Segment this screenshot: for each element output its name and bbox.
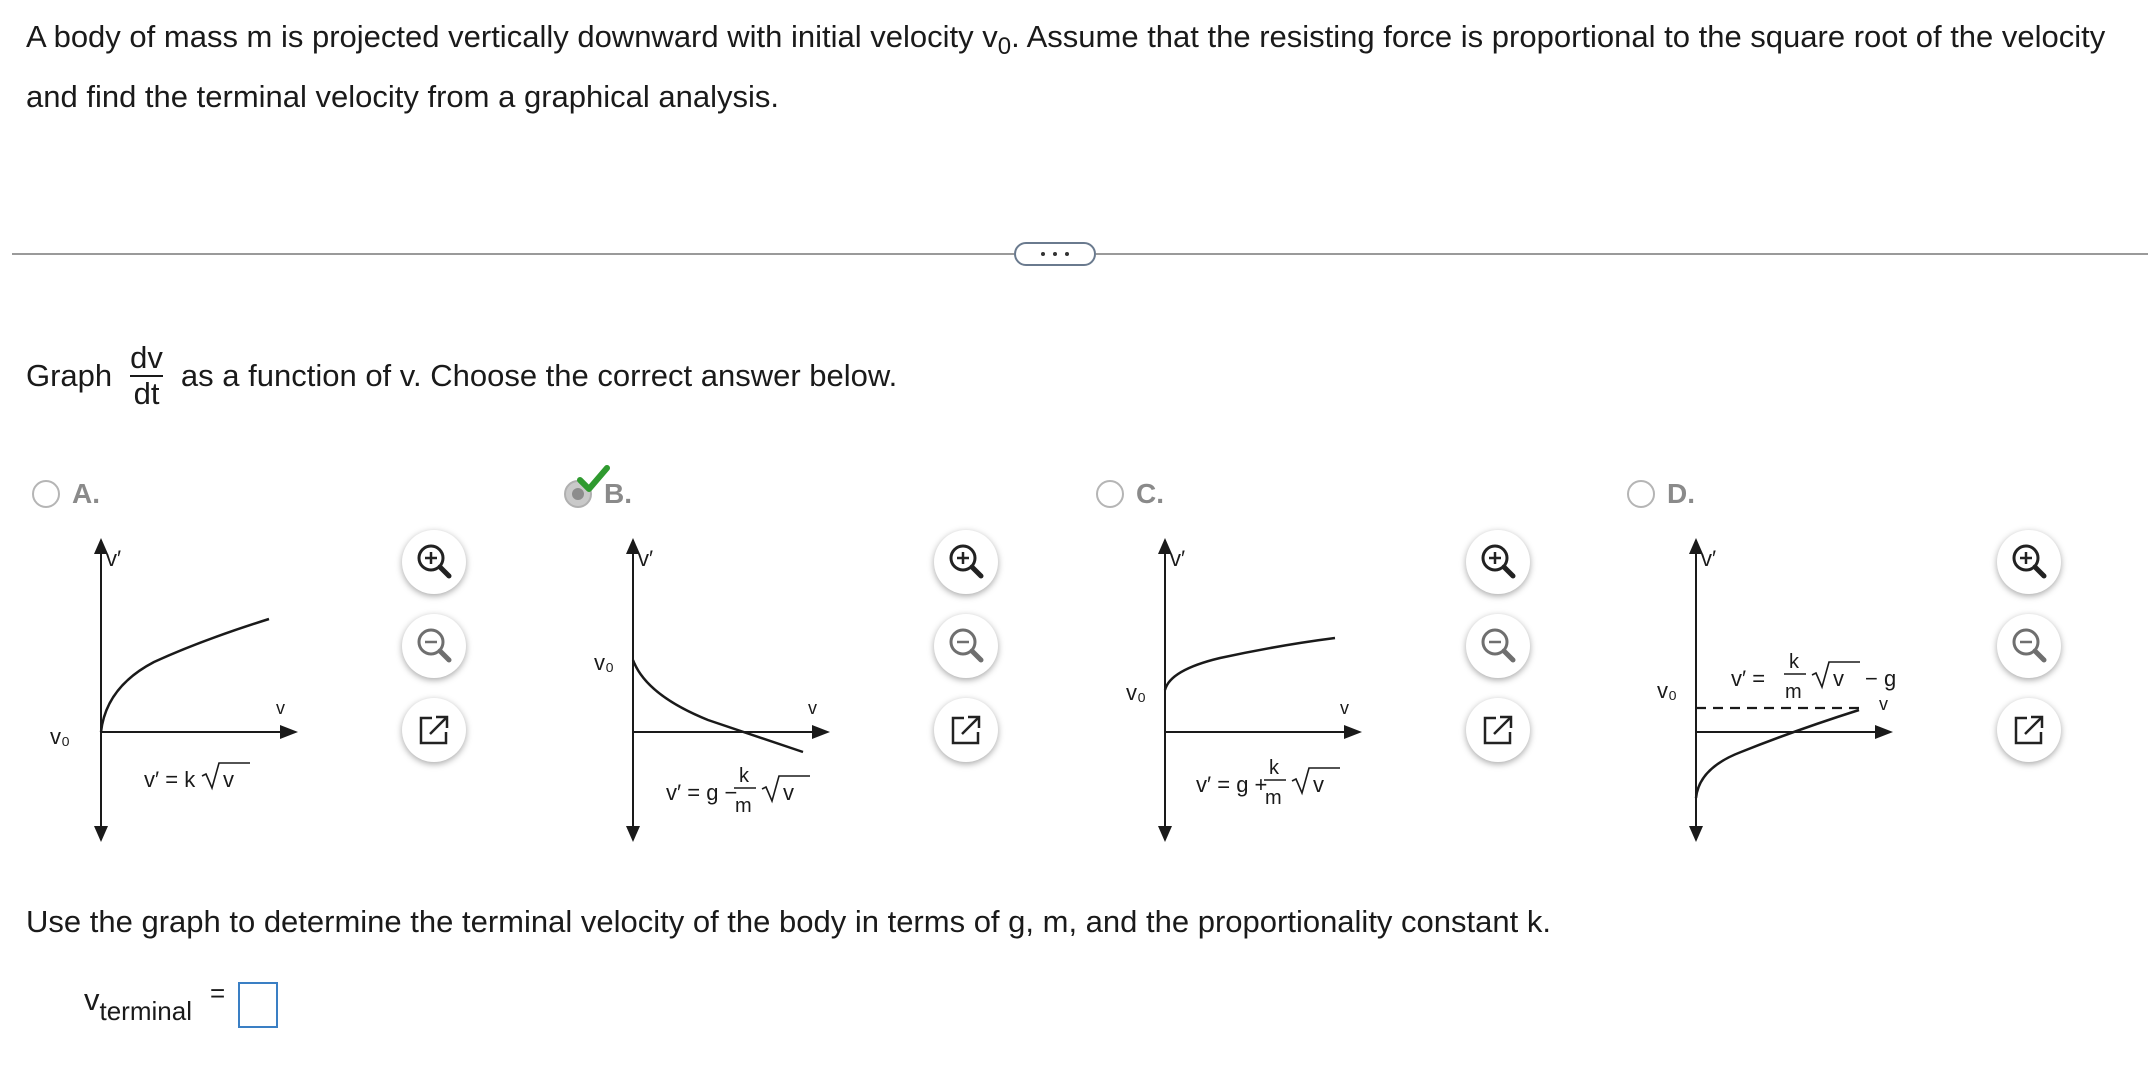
answer-label-sub: terminal (99, 996, 192, 1026)
equation-m: m (1265, 787, 1282, 809)
choice-b[interactable] (558, 470, 1078, 860)
zoom-out-icon (1997, 614, 2061, 678)
curve-d (1696, 710, 1859, 798)
zoom-in-button[interactable] (934, 530, 998, 594)
equation-radicand: v (783, 780, 794, 805)
equation-lhs: v′ = k (144, 767, 196, 792)
equation-radicand: v (223, 767, 234, 792)
v0-label: v₀ (1126, 680, 1147, 705)
problem-statement (26, 12, 2116, 122)
zoom-in-icon (1466, 530, 1530, 594)
fraction-numerator: dv (130, 340, 163, 375)
divider-left (12, 253, 1014, 255)
x-axis-label: v (808, 698, 817, 718)
problem-text-start: A body of mass m is projected vertically downward with initial velocity v (26, 19, 998, 54)
v0-label: v₀ (50, 724, 71, 749)
choice-a[interactable] (26, 470, 546, 860)
zoom-out-button[interactable] (934, 614, 998, 678)
prompt-lead: Graph (26, 358, 113, 393)
choice-c-graph (1090, 530, 1450, 850)
arrow-right-icon (812, 725, 830, 739)
equation-m: m (735, 795, 752, 817)
equation-radicand: v (1833, 666, 1844, 691)
problem-text-end: . Assume that the resisting force is proportional to the square root of the velocity and find the terminal velocity from a graphical analysis. (26, 19, 2106, 115)
popout-icon (1997, 698, 2061, 762)
curve-c (1165, 638, 1335, 690)
fraction-denominator: dt (130, 375, 164, 411)
equation-k: k (1789, 651, 1799, 673)
terminal-velocity-question: Use the graph to determine the terminal velocity of the body in terms of g, m, and the proportionality constant k. (26, 904, 1551, 939)
dv-dt-fraction (126, 341, 167, 411)
terminal-velocity-input[interactable] (238, 982, 278, 1028)
arrow-right-icon (280, 725, 298, 739)
popout-button[interactable] (934, 698, 998, 762)
answer-equals: = (210, 978, 226, 1008)
choice-a-radio[interactable] (32, 480, 60, 508)
choice-c-letter: C. (1136, 478, 1164, 509)
arrow-right-icon (1875, 725, 1893, 739)
equation-radicand: v (1313, 772, 1324, 797)
x-axis-label: v (1879, 694, 1888, 714)
popout-icon (1466, 698, 1530, 762)
choice-d[interactable] (1621, 470, 2141, 860)
zoom-in-button[interactable] (402, 530, 466, 594)
curve-b (633, 660, 803, 752)
zoom-out-button[interactable] (1466, 614, 1530, 678)
answer-label (84, 982, 192, 1026)
zoom-in-icon (1997, 530, 2061, 594)
prompt-tail: as a function of v. Choose the correct answer below. (180, 358, 898, 393)
v-prime-label: v′ (638, 546, 654, 571)
answer-label-main: v (84, 982, 100, 1017)
equation-lhs: v′ = g − (666, 780, 738, 805)
arrow-down-icon (1158, 826, 1172, 842)
problem-subscript: 0 (997, 33, 1012, 61)
equation-lhs: v′ = g + (1196, 772, 1268, 797)
v-prime-label: v′ (1170, 546, 1186, 571)
choice-a-letter: A. (72, 478, 100, 509)
choice-d-radio[interactable] (1627, 480, 1655, 508)
zoom-out-icon (402, 614, 466, 678)
choice-c-radio[interactable] (1096, 480, 1124, 508)
expand-button[interactable] (1014, 242, 1096, 266)
zoom-out-icon (934, 614, 998, 678)
zoom-in-icon (934, 530, 998, 594)
choice-b-letter: B. (604, 478, 632, 509)
popout-button[interactable] (1997, 698, 2061, 762)
arrow-down-icon (94, 826, 108, 842)
popout-icon (402, 698, 466, 762)
choice-d-letter: D. (1667, 478, 1695, 509)
zoom-in-icon (402, 530, 466, 594)
graph-prompt (26, 336, 897, 416)
v-prime-label: v′ (1701, 546, 1717, 571)
popout-button[interactable] (402, 698, 466, 762)
equation-k: k (1269, 757, 1279, 779)
choice-b-graph (558, 530, 918, 850)
popout-icon (934, 698, 998, 762)
equation-tail: − g (1865, 666, 1897, 691)
v0-label: v₀ (594, 650, 615, 675)
curve-a (101, 619, 269, 732)
zoom-out-button[interactable] (1997, 614, 2061, 678)
choice-c[interactable] (1090, 470, 1610, 860)
zoom-in-button[interactable] (1997, 530, 2061, 594)
choice-a-graph (26, 530, 386, 850)
choice-d-graph (1621, 530, 1981, 850)
equation-k: k (739, 765, 749, 787)
zoom-in-button[interactable] (1466, 530, 1530, 594)
arrow-right-icon (1344, 725, 1362, 739)
popout-button[interactable] (1466, 698, 1530, 762)
x-axis-label: v (276, 698, 285, 718)
divider-right (1096, 253, 2148, 255)
arrow-down-icon (626, 826, 640, 842)
equation-m: m (1785, 681, 1802, 703)
v0-label: v₀ (1657, 678, 1678, 703)
zoom-out-button[interactable] (402, 614, 466, 678)
x-axis-label: v (1340, 698, 1349, 718)
arrow-down-icon (1689, 826, 1703, 842)
v-prime-label: v′ (106, 546, 122, 571)
zoom-out-icon (1466, 614, 1530, 678)
equation-lhs: v′ = (1731, 666, 1766, 691)
